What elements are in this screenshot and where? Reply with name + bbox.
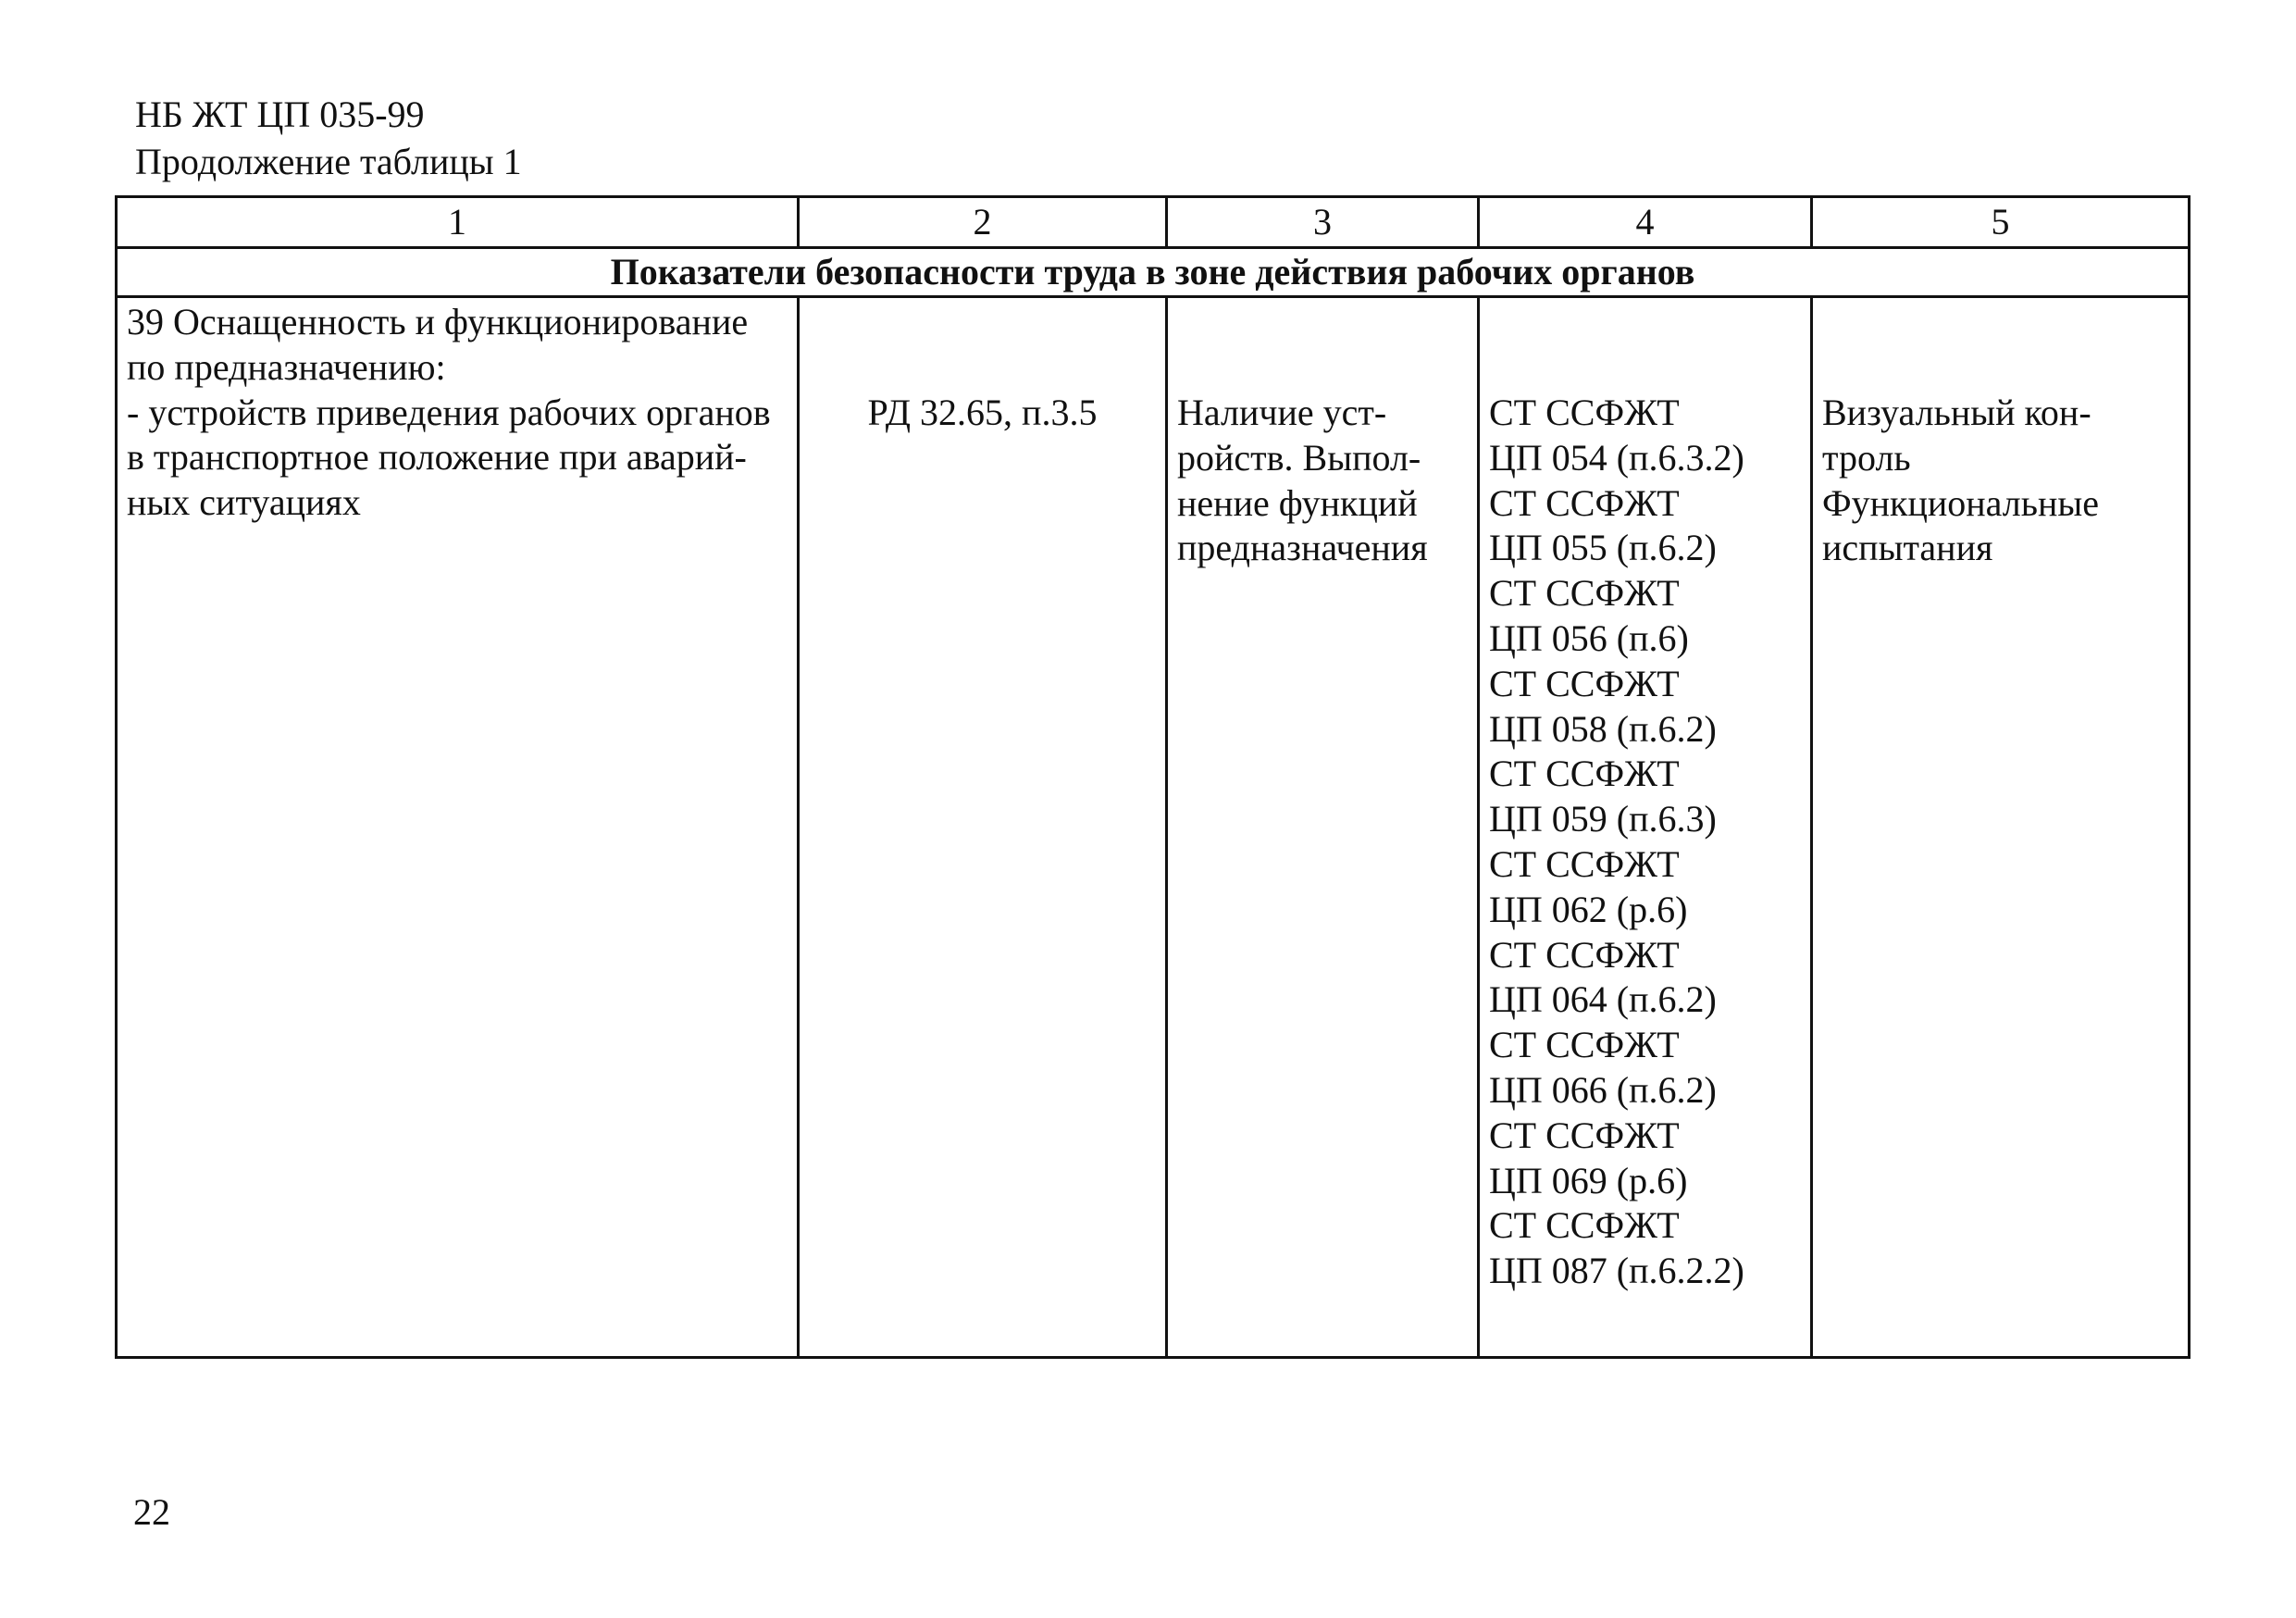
text-line: СТ ССФЖТ	[1489, 933, 1680, 976]
column-number-cell: 2	[799, 197, 1167, 248]
text-line: ЦП 087 (п.6.2.2)	[1489, 1250, 1744, 1292]
text-line: СТ ССФЖТ	[1489, 1114, 1680, 1156]
text-line: ЦП 069 (р.6)	[1489, 1159, 1688, 1201]
text-line: ЦП 064 (п.6.2)	[1489, 978, 1717, 1021]
text-line: троль	[1822, 436, 1911, 479]
requirement-cell	[1167, 297, 1479, 1358]
text-line: ЦП 056 (п.6)	[1489, 616, 1689, 659]
text-line: ЦП 059 (п.6.3)	[1489, 798, 1717, 840]
text-line: ройств. Выпол-	[1177, 436, 1421, 479]
text-line: СТ ССФЖТ	[1489, 1024, 1680, 1066]
text-line: СТ ССФЖТ	[1489, 392, 1680, 433]
indicator-text	[118, 298, 797, 526]
standards-cell	[1479, 297, 1812, 1358]
text-line: СТ ССФЖТ	[1489, 572, 1680, 615]
text-line: СТ ССФЖТ	[1489, 662, 1680, 704]
column-number-cell: 4	[1479, 197, 1812, 248]
column-number-cell: 5	[1812, 197, 2190, 248]
column-number-cell: 3	[1167, 197, 1479, 248]
page-number: 22	[133, 1491, 170, 1533]
text-line: СТ ССФЖТ	[1489, 842, 1680, 885]
text-line: Наличие уст-	[1177, 392, 1387, 433]
text-line: ных ситуациях	[127, 481, 361, 524]
text-line: ЦП 066 (п.6.2)	[1489, 1068, 1717, 1111]
normative-reference-cell	[799, 297, 1167, 1358]
text-line: испытания	[1822, 527, 1993, 569]
text-line: СТ ССФЖТ	[1489, 753, 1680, 795]
text-line: предназначения	[1177, 527, 1428, 569]
control-method-text	[1813, 298, 2188, 571]
column-number-row	[117, 197, 2190, 248]
text-line: ЦП 058 (п.6.2)	[1489, 707, 1717, 750]
requirement-text	[1168, 298, 1477, 571]
text-line: Функциональные	[1822, 481, 2100, 524]
text-line: Визуальный кон-	[1822, 392, 2091, 433]
table-row	[117, 297, 2190, 1358]
requirements-table	[115, 195, 2191, 1359]
text-line: СТ ССФЖТ	[1489, 481, 1680, 524]
column-number-cell: 1	[117, 197, 799, 248]
text-line: 39 Оснащенность и функционирование	[127, 301, 749, 342]
section-heading: Показатели безопасности труда в зоне действия рабочих органов	[117, 248, 2190, 297]
table-continuation-caption: Продолжение таблицы 1	[135, 141, 522, 182]
text-line: в транспортное положение при аварий-	[127, 436, 747, 479]
document-code: НБ ЖТ ЦП 035-99	[135, 93, 425, 135]
text-line: ЦП 054 (п.6.3.2)	[1489, 436, 1744, 479]
control-method-cell	[1812, 297, 2190, 1358]
text-line: РД 32.65, п.3.5	[867, 392, 1098, 433]
text-line: по предназначению:	[127, 345, 446, 388]
text-line: - устройств приведения рабочих органов	[127, 391, 771, 433]
normative-reference-text	[800, 298, 1165, 436]
text-line: ЦП 055 (п.6.2)	[1489, 527, 1717, 569]
section-heading-row	[117, 248, 2190, 297]
standards-text	[1480, 298, 1810, 1294]
text-line: ЦП 062 (р.6)	[1489, 888, 1688, 930]
text-line: нение функций	[1177, 481, 1418, 524]
text-line: СТ ССФЖТ	[1489, 1204, 1680, 1247]
indicator-cell	[117, 297, 799, 1358]
